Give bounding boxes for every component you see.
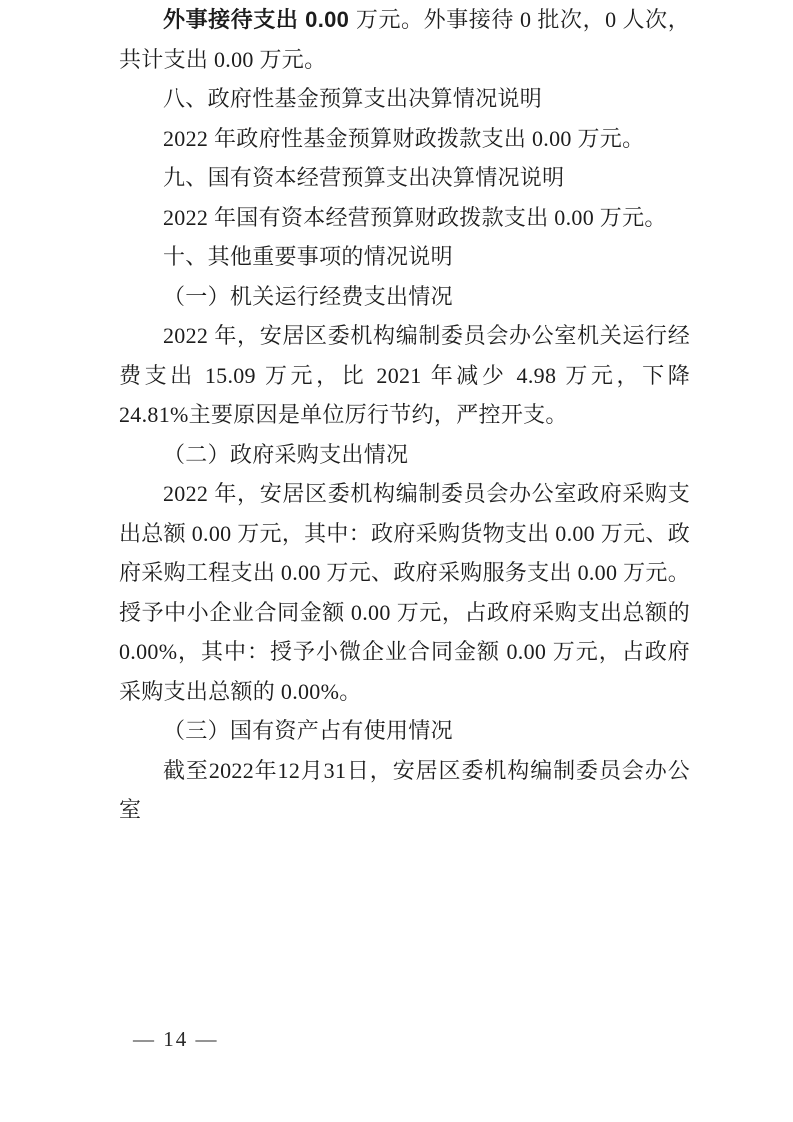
foreign-reception-bold-lead: 外事接待支出 0.00 xyxy=(163,7,356,32)
document-content xyxy=(119,0,690,830)
heading-section-8: 八、政府性基金预算支出决算情况说明 xyxy=(163,86,543,111)
heading-section-10-sub3: （三）国有资产占有使用情况 xyxy=(163,718,453,743)
body-section-8: 2022 年政府性基金预算财政拨款支出 0.00 万元。 xyxy=(163,125,645,151)
page-number: — 14 — xyxy=(133,1027,219,1051)
heading-section-10-sub2: （二）政府采购支出情况 xyxy=(163,441,409,467)
body-section-10-sub2: 2022 年，安居区委机构编制委员会办公室政府采购支出总额 0.00 万元，其中：政府采购货物支出 0.00 万元、政府采购工程支出 0.00 万元、政府采购服务支出 0.00 万元。授予中小企业合同金额 0.00 万元，占政府采购支出总额的 0.00%，其中：授予小微企业合同金额 0.00 万元，占政府采购支出总额的 0.00%。 xyxy=(119,481,690,704)
body-section-9: 2022 年国有资本经营预算财政拨款支出 0.00 万元。 xyxy=(163,204,667,230)
heading-section-10: 十、其他重要事项的情况说明 xyxy=(163,244,453,269)
body-section-10-sub1: 2022 年，安居区委机构编制委员会办公室机关运行经费支出 15.09 万元，比 2021 年减少 4.98 万元，下降 24.81%主要原因是单位厉行节约，严控开支。 xyxy=(119,323,690,427)
heading-section-9: 九、国有资本经营预算支出决算情况说明 xyxy=(163,165,565,190)
body-section-10-sub3: 截至2022年12月31日，安居区委机构编制委员会办公室 xyxy=(119,757,690,822)
heading-section-10-sub1: （一）机关运行经费支出情况 xyxy=(163,283,453,309)
paragraph-foreign-reception xyxy=(119,0,690,79)
foreign-reception-text: 万元。外事接待 0 批次，0 人次，共计支出 0.00 万元。 xyxy=(119,7,690,72)
